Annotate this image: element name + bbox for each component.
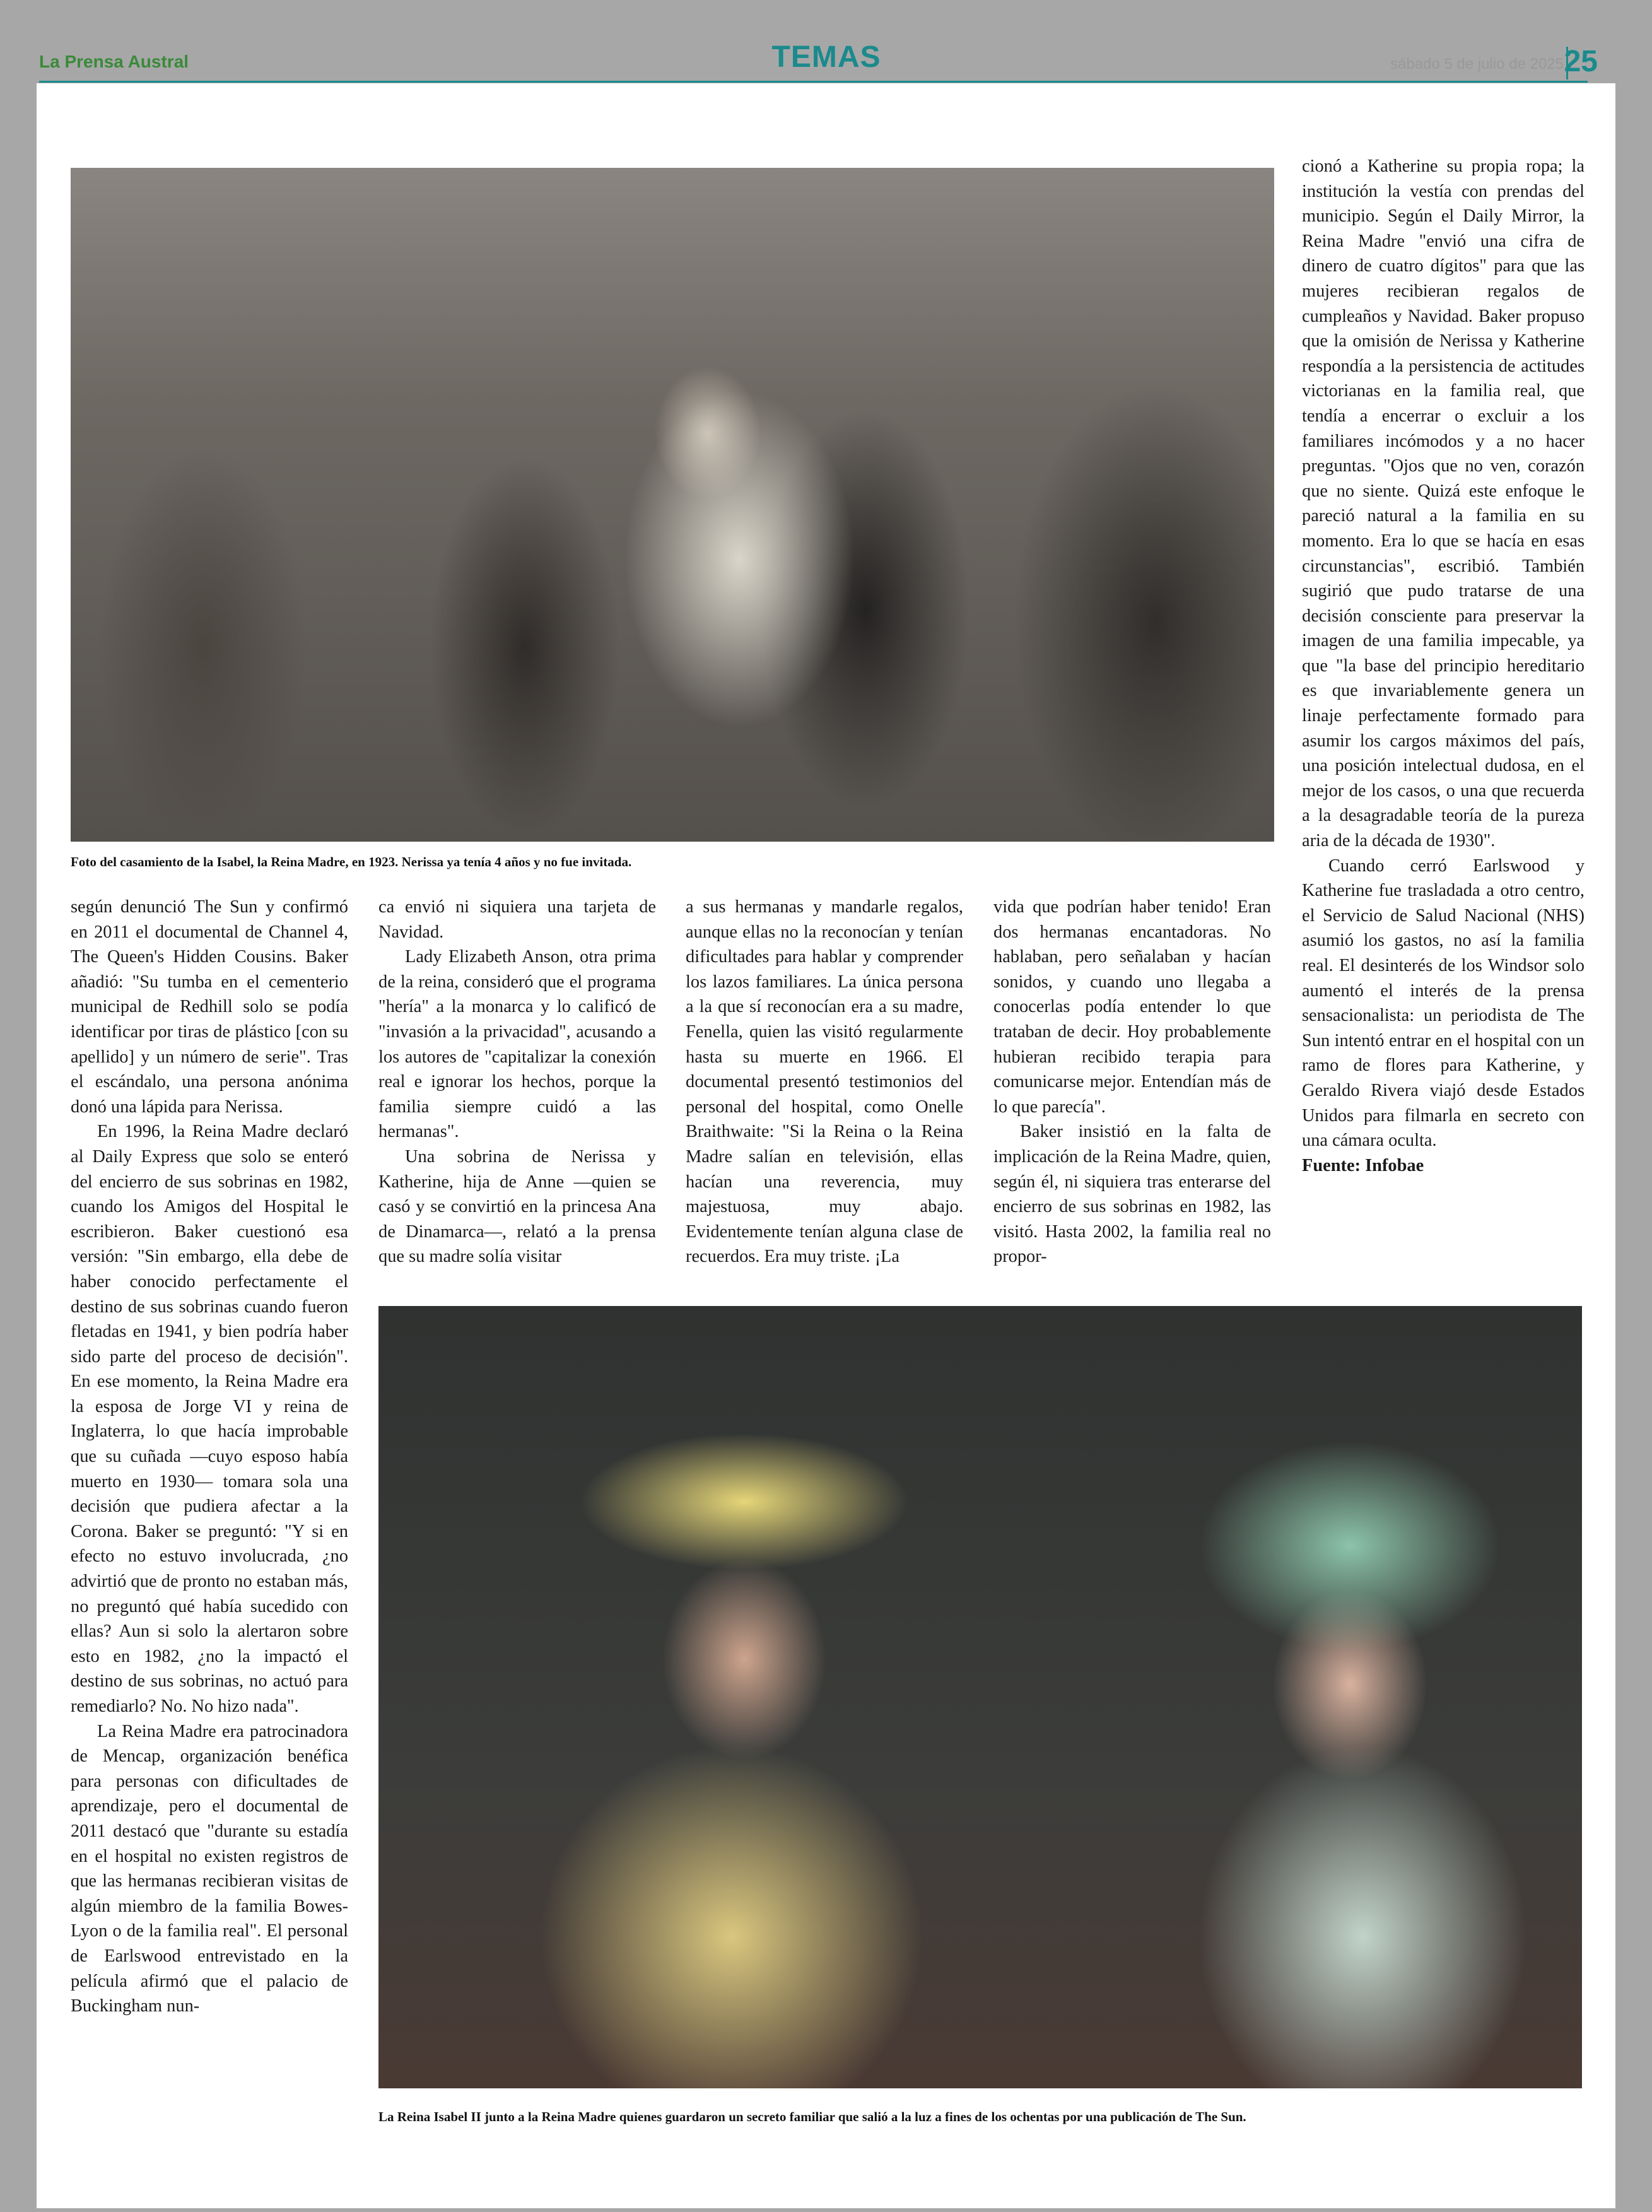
article-paragraph: La Reina Madre era patrocinadora de Mencap, organización benéfica para personas con dificultades de aprendizaje, pero el documental de 2011 destacó que "durante su estadía en el hospital no existen registros de que las hermanas recibieran visitas de algún miembro de la familia Bowes-Lyon o de la familia real". El personal de Earlswood entrevistado en la película afirmó que el palacio de Buckingham nun- (71, 1721, 348, 2016)
article-paragraph: a sus hermanas y mandarle regalos, aunque ellas no la reconocían y tenían dificultades para hablar y comprender los lazos familiares. La única persona a la que sí reconocían era a su madre, Fenella, quien las visitó regularmente hasta su muerte en 1966. El documental presentó testimonios del personal del hospital, como Onelle Braithwaite: "Si la Reina o la Reina Madre salían en televisión, ellas hacían una reverencia, muy majestuosa, muy abajo. Evidentemente tenían alguna clase de recuerdos. Era muy triste. ¡La (686, 897, 963, 1267)
header-rule (39, 81, 1588, 83)
royal-photo (378, 1306, 1582, 2088)
article-paragraph: Baker insistió en la falta de implicación de la Reina Madre, quien, según él, ni siquiera tras enterarse del encierro de sus sobrinas en 1982, las visitó. Hasta 2002, la familia real no propor- (993, 1122, 1271, 1267)
section-title: TEMAS (771, 40, 881, 74)
article-column-1 (71, 895, 348, 2019)
page-number: 25 (1564, 45, 1598, 78)
article-column-3 (686, 895, 963, 1269)
wedding-photo-caption: Foto del casamiento de la Isabel, la Reina Madre, en 1923. Nerissa ya tenía 4 años y no fue invitada. (71, 854, 632, 869)
royal-photo-caption: La Reina Isabel II junto a la Reina Madre quienes guardaron un secreto familiar que salió a la luz a fines de los ochentas por una publicación de The Sun. (378, 2109, 1246, 2124)
article-paragraph: Una sobrina de Nerissa y Katherine, hija de Anne —quien se casó y se convirtió en la princesa Ana de Dinamarca—, relató a la prensa que su madre solía visitar (378, 1146, 656, 1267)
article-paragraph: según denunció The Sun y confirmó en 2011 el documental de Channel 4, The Queen's Hidden Cousins. Baker añadió: "Su tumba en el cementerio municipal de Redhill solo se podía identificar por tiras de plástico [con su apellido] y un número de serie". Tras el escándalo, una persona anónima donó una lápida para Nerissa. (71, 897, 348, 1117)
article-paragraph: En 1996, la Reina Madre declaró al Daily Express que solo se enteró del encierro de sus sobrinas en 1982, cuando los Amigos del Hospital le escribieron. Baker cuestionó esa versión: "Sin embargo, ella debe de haber conocido perfectamente el destino de sus sobrinas cuando fueron fletadas en 1941, y bien podría haber sido parte del proceso de decisión". En ese momento, la Reina Madre era la esposa de Jorge VI y reina de Inglaterra, lo que hacía improbable que su cuñada —cuyo esposo había muerto en 1930— tomara sola una decisión que pudiera afectar a la Corona. Baker se preguntó: "Y si en efecto no estuvo involucrada, ¿no advirtió que de pronto no estaban más, no preguntó qué había sucedido con ellas? Aun si solo la alertaron sobre esto en 1982, ¿no la impactó el destino de sus sobrinas, no actuó para remediarlo? No. No hizo nada". (71, 1122, 348, 1716)
article-column-2 (378, 895, 656, 1269)
article-paragraph: cionó a Katherine su propia ropa; la institución la vestía con prendas del municipio. Según el Daily Mirror, la Reina Madre "envió una cifra de dinero de cuatro dígitos" para que las mujeres recibieran regalos de cumpleaños y Navidad. Baker propuso que la omisión de Nerissa y Katherine respondía a la persistencia de actitudes victorianas en la familia real, que tendía a encerrar o excluir a los familiares incómodos y a no hacer preguntas. "Ojos que no ven, corazón que no siente. Quizá este enfoque le pareció natural a la familia en su momento. Era lo que se hacía en esas circunstancias", escribió. También sugirió que pudo tratarse de una decisión consciente para preservar la imagen de una familia impecable, ya que "la base del principio hereditario es que invariablemente genera un linaje perfectamente formado para asumir los cargos máximos del país, una posición intelectual dudosa, en el mejor de los casos, o una que recuerda a la desagradable teoría de la pureza aria de la década de 1930". (1302, 156, 1585, 851)
wedding-photo (71, 168, 1274, 842)
issue-date: sábado 5 de julio de 2025 (1390, 56, 1564, 73)
article-column-5 (1302, 154, 1585, 1178)
article-paragraph: ca envió ni siquiera una tarjeta de Navidad. (378, 897, 656, 942)
article-paragraph: vida que podrían haber tenido! Eran dos hermanas encantadoras. No hablaban, pero señalaban y hacían sonidos, y cuando uno llegaba a conocerlas podía entender lo que trataban de decir. Hoy probablemente hubieran recibido terapia para comunicarse mejor. Entendían más de lo que parecía". (993, 897, 1271, 1117)
article-source: Fuente: Infobae (1302, 1155, 1424, 1175)
article-paragraph: Cuando cerró Earlswood y Katherine fue trasladada a otro centro, el Servicio de Salud Nacional (NHS) asumió los gastos, no así la familia real. El desinterés de los Windsor solo aumentó el interés de la prensa sensacionalista: un periodista de The Sun intentó entrar en el hospital con un ramo de flores para Katherine, y Geraldo Rivera viajó desde Estados Unidos para filmarla en secreto con una cámara oculta. (1302, 856, 1585, 1151)
publication-name: La Prensa Austral (39, 52, 189, 71)
article-column-4 (993, 895, 1271, 1269)
article-paragraph: Lady Elizabeth Anson, otra prima de la reina, consideró que el programa "hería" a la monarca y lo calificó de "invasión a la privacidad", acusando a los autores de "capitalizar la conexión real e ignorar los hechos, porque la familia siempre cuidó a las hermanas". (378, 947, 656, 1142)
